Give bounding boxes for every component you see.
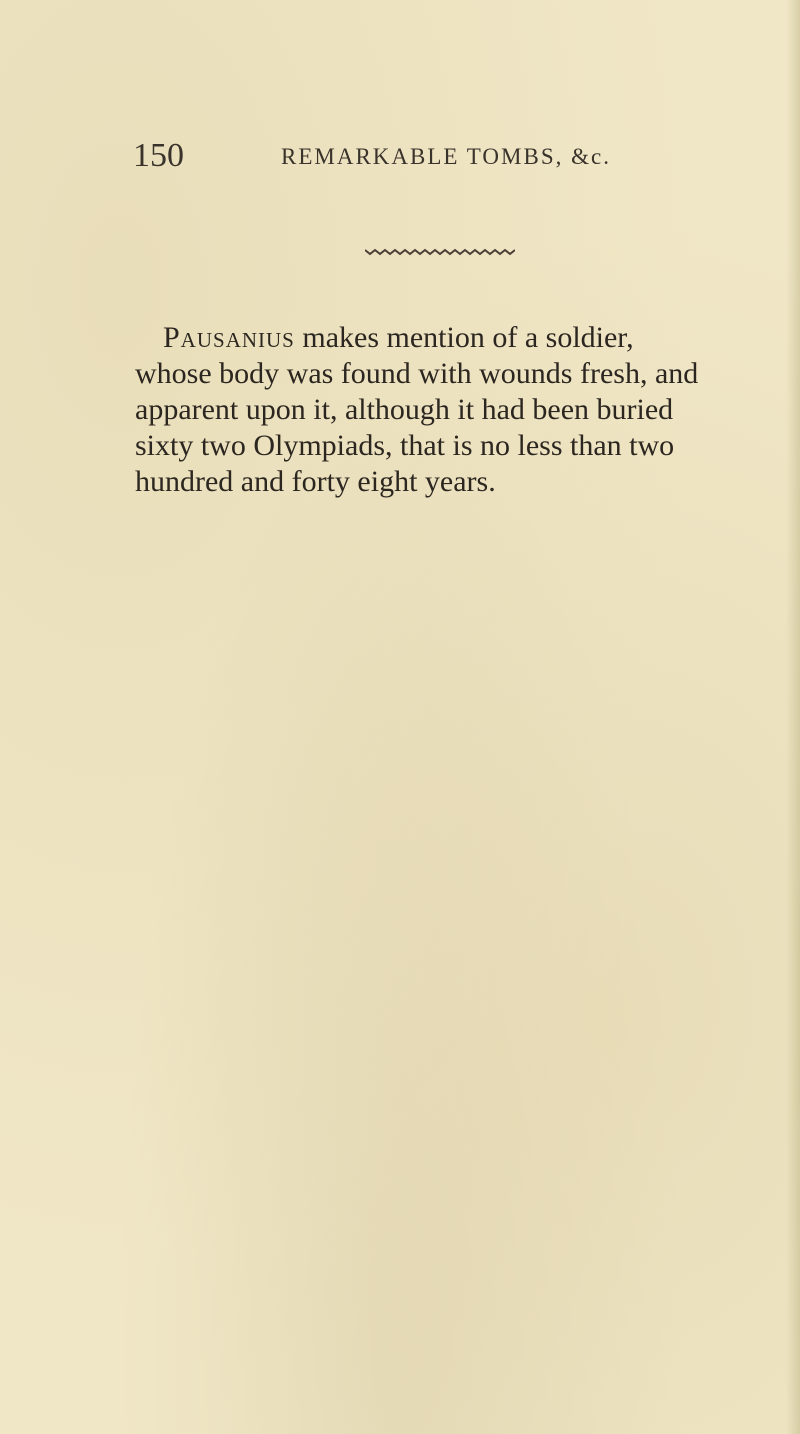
paragraph-line-4: sixty two Olympiads, that is no less than two: [135, 429, 675, 462]
line-text: makes mention of a soldier,: [294, 321, 634, 354]
paragraph-line-5: hundred and forty eight years.: [135, 465, 496, 498]
page-number: 150: [133, 137, 184, 174]
lead-word: Pausanius: [163, 321, 295, 354]
paragraph-line-2: whose body was found with wounds fresh, and: [135, 357, 699, 390]
page-edge-shadow: [786, 0, 800, 1434]
body-paragraph: [135, 320, 765, 500]
running-head: REMARKABLE TOMBS, &c.: [281, 144, 611, 169]
page-header: [133, 136, 733, 176]
paragraph-line-3: apparent upon it, although it had been buried: [135, 393, 674, 426]
zigzag-ornament-icon: [365, 244, 515, 260]
paragraph-line-1: [135, 320, 765, 356]
